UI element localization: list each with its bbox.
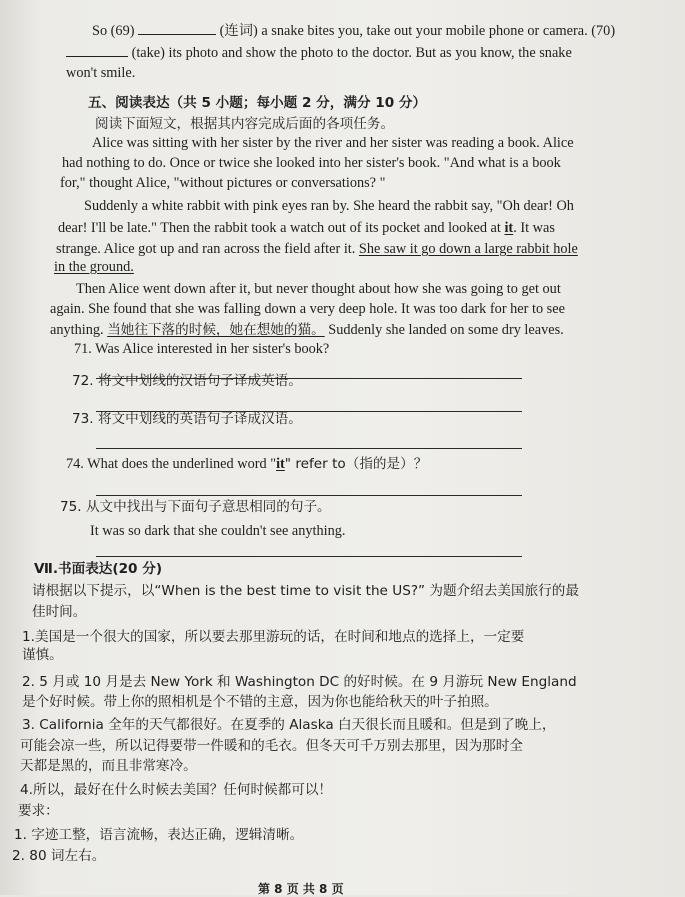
question-75-sentence: It was so dark that she couldn't see anything. [90, 523, 346, 539]
writing-point-1: 谨慎。 [22, 647, 63, 663]
passage-line: again. She found that she was falling down a very deep hole. It was too dark for her to see [50, 301, 565, 317]
underlined-chinese-sentence: 当她往下落的时候，她在想她的猫。 [107, 322, 325, 338]
passage-line: Suddenly a white rabbit with pink eyes ran by. She heard the rabbit say, "Oh dear! Oh [84, 198, 574, 214]
passage-text: Suddenly she landed on some dry leaves. [328, 322, 564, 338]
passage-line [56, 240, 578, 258]
section-heading: 五、阅读表达（共 5 小题；每小题 2 分，满分 10 分） [88, 95, 427, 111]
requirement-1: 1. 字迹工整，语言流畅，表达正确，逻辑清晰。 [14, 827, 304, 843]
page-number: 第 8 页 共 8 页 [258, 882, 344, 896]
writing-prompt: 佳时间。 [32, 604, 87, 620]
question-75: 75. 从文中找出与下面句子意思相同的句子。 [60, 499, 331, 515]
writing-point-1: 1.美国是一个很大的国家，所以要去那里游玩的话，在时间和地点的选择上，一定要 [22, 629, 525, 645]
writing-point-3: 3. California 全年的天气都很好。在夏季的 Alaska 白天很长而且暖和。但是到了晚上， [22, 717, 556, 733]
passage-text: (take) its photo and show the photo to the doctor. But as you know, the snake [131, 45, 572, 61]
passage-text: anything. [50, 322, 104, 338]
requirement-2: 2. 80 词左右。 [12, 848, 106, 864]
passage-text: (连词) a snake bites you, take out your mobile phone or camera. (70) [219, 23, 616, 39]
passage-line [50, 321, 564, 339]
answer-blank[interactable] [138, 22, 216, 35]
passage-line: had nothing to do. Once or twice she looked into her sister's book. "And what is a book [62, 155, 561, 171]
passage-line: won't smile. [66, 65, 136, 81]
passage-text: strange. Alice got up and ran across the field after it. [56, 241, 356, 257]
question-word-it: it [276, 456, 285, 472]
passage-text: dear! I'll be late." Then the rabbit took a watch out of its pocket and looked at [58, 220, 501, 236]
answer-line-73[interactable] [96, 448, 522, 449]
passage-line: for," thought Alice, "without pictures or conversations? " [60, 175, 386, 191]
blank-number: So (69) [92, 23, 135, 39]
passage-text: . It was [513, 220, 555, 236]
underlined-english-sentence: She saw it go down a large rabbit hole [358, 241, 578, 257]
writing-point-2: 2. 5 月或 10 月是去 New York 和 Washington DC 的好时候。在 9 月游玩 New England [22, 674, 577, 690]
requirements-heading: 要求： [18, 803, 59, 819]
writing-point-2: 是个好时候。带上你的照相机是个不错的主意，因为你也能给秋天的叶子拍照。 [22, 694, 498, 710]
question-73: 73. 将文中划线的英语句子译成汉语。 [72, 411, 302, 427]
passage-line: Then Alice went down after it, but never thought about how she was going to get out [76, 281, 561, 297]
underlined-english-sentence-cont: in the ground. [54, 259, 134, 275]
question-text: " refer to（指的是）？ [284, 456, 428, 472]
passage-line [66, 44, 572, 62]
underlined-word-it: it [504, 220, 514, 236]
answer-line-75[interactable] [96, 556, 522, 557]
answer-blank[interactable] [66, 44, 128, 57]
question-74 [66, 455, 427, 473]
writing-point-4: 4.所以，最好在什么时候去美国？任何时候都可以！ [20, 782, 333, 798]
writing-point-3: 可能会凉一些，所以记得要带一件暖和的毛衣。但冬天可千万别去那里，因为那时全 [20, 738, 523, 754]
question-71: 71. Was Alice interested in her sister's book? [74, 341, 330, 357]
section-instruction: 阅读下面短文，根据其内容完成后面的各项任务。 [95, 116, 395, 132]
writing-heading: Ⅶ.书面表达(20 分) [34, 561, 163, 577]
writing-prompt: 请根据以下提示，以“When is the best time to visit the US?” 为题介绍去美国旅行的最 [32, 583, 579, 599]
writing-point-3: 天都是黑的，而且非常寒冷。 [20, 758, 197, 774]
question-text: 74. What does the underlined word " [66, 456, 277, 472]
question-72: 72. 将文中划线的汉语句子译成英语。 [72, 373, 302, 389]
passage-line [92, 22, 615, 40]
passage-line [58, 219, 555, 237]
answer-line-74[interactable] [96, 495, 522, 496]
passage-line: Alice was sitting with her sister by the river and her sister was reading a book. Alice [92, 135, 574, 151]
